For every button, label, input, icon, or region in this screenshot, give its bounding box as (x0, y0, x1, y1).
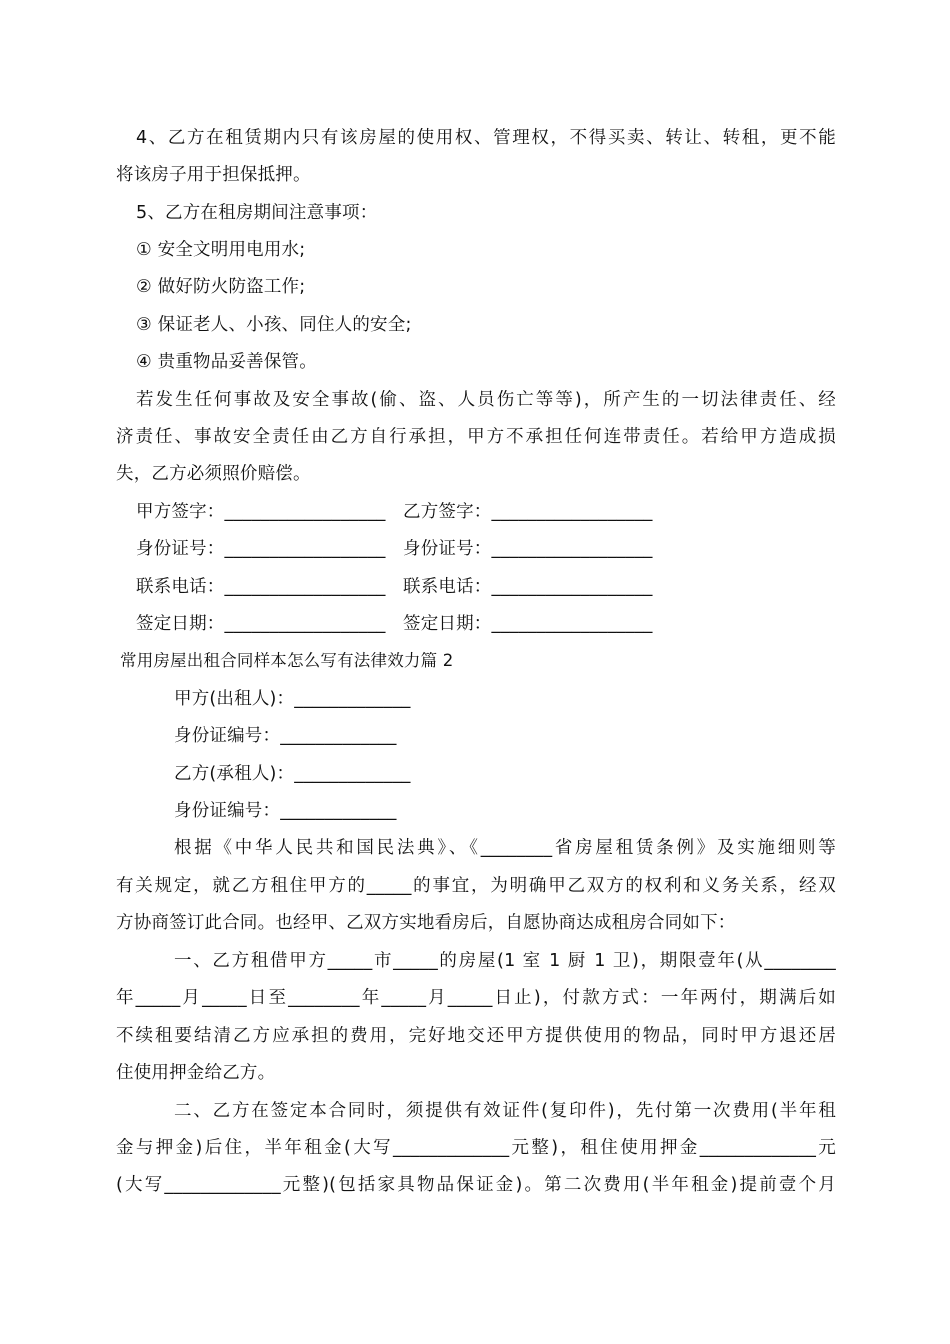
intro-line: 方协商签订此合同。也经甲、乙双方实地看房后，自愿协商达成租房合同如下： (116, 913, 736, 933)
party-b-date-field: 签定日期：__________________ (403, 614, 653, 634)
section-heading: 常用房屋出租合同样本怎么写有法律效力篇 2 (120, 651, 454, 670)
lessor-id-field: 身份证编号：_____________ (174, 726, 397, 746)
note-item: ① 安全文明用电用水; (136, 240, 306, 260)
party-a-phone-field: 联系电话：__________________ (136, 577, 386, 597)
clause2-line: 金与押金)后住，半年租金(大写_____________元整)，租住使用押金_____________元 (116, 1138, 836, 1158)
clause1-line: 不续租要结清乙方应承担的费用，完好地交还甲方提供使用的物品，同时甲方退还居 (116, 1026, 836, 1046)
liability-line: 失，乙方必须照价赔偿。 (116, 464, 311, 484)
note-item: ④ 贵重物品妥善保管。 (136, 352, 317, 372)
note-item: ③ 保证老人、小孩、同住人的安全; (136, 315, 412, 335)
intro-line: 有关规定，就乙方租住甲方的_____的事宜，为明确甲乙双方的权利和义务关系，经双 (116, 876, 836, 896)
lessee-field: 乙方(承租人)：_____________ (174, 764, 411, 784)
lessee-id-field: 身份证编号：_____________ (174, 801, 397, 821)
clause2-line: 二、乙方在签定本合同时，须提供有效证件(复印件)，先付第一次费用(半年租 (174, 1101, 836, 1121)
party-b-id-field: 身份证号：__________________ (403, 539, 653, 559)
liability-line: 济责任、事故安全责任由乙方自行承担，甲方不承担任何连带责任。若给甲方造成损 (116, 427, 836, 447)
clause1-line: 一、乙方租借甲方_____市_____的房屋(1 室 1 厨 1 卫)，期限壹年(从________ (174, 951, 836, 971)
item5-title: 5、乙方在租房期间注意事项： (136, 203, 378, 223)
intro-line: 根据《中华人民共和国民法典》、《________省房屋租赁条例》及实施细则等 (174, 838, 836, 858)
liability-line: 若发生任何事故及安全事故(偷、盗、人员伤亡等等)，所产生的一切法律责任、经 (136, 390, 836, 410)
item4-line1: 4、乙方在租赁期内只有该房屋的使用权、管理权，不得买卖、转让、转租，更不能 (136, 128, 836, 148)
party-a-date-field: 签定日期：__________________ (136, 614, 386, 634)
clause2-line: (大写_____________元整)(包括家具物品保证金)。第二次费用(半年租金)提前壹个月 (116, 1175, 836, 1195)
party-b-signature-field: 乙方签字：__________________ (403, 502, 653, 522)
note-item: ② 做好防火防盗工作; (136, 277, 306, 297)
party-b-phone-field: 联系电话：__________________ (403, 577, 653, 597)
lessor-field: 甲方(出租人)：_____________ (174, 689, 411, 709)
party-a-signature-field: 甲方签字：__________________ (136, 502, 386, 522)
party-a-id-field: 身份证号：__________________ (136, 539, 386, 559)
clause1-line: 年_____月_____日至________年_____月_____日止)，付款方式：一年两付，期满后如 (116, 988, 836, 1008)
item4-line2: 将该房子用于担保抵押。 (116, 165, 311, 185)
clause1-line: 住使用押金给乙方。 (116, 1063, 276, 1083)
